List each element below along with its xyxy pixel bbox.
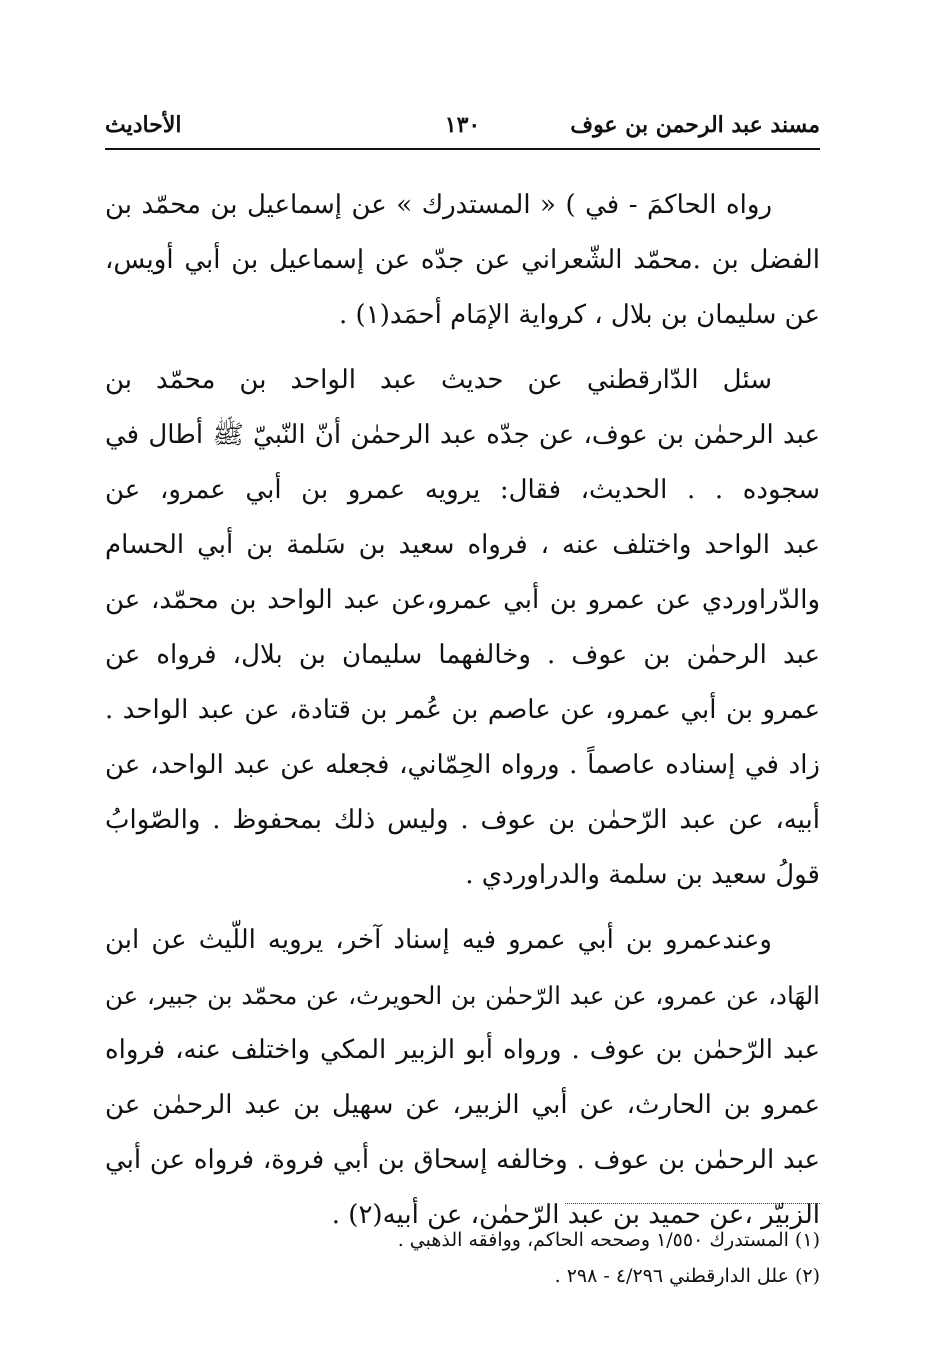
text-line: أبيه، عن عبد الرّحمٰن بن عوف . وليس ذلك بمحفوظ . والصّوابُ	[105, 805, 820, 835]
book-title: مسند عبد الرحمن بن عوف	[570, 112, 820, 138]
text-line: عبد الرحمٰن بن عوف . وخالفهما سليمان بن بلال، فرواه عن	[105, 640, 820, 670]
footnote-separator	[565, 1203, 820, 1204]
text-line: عمرو بن الحارث، عن أبي الزبير، عن سهيل بن عبد الرحمٰن عن	[105, 1090, 820, 1120]
running-header	[105, 112, 820, 150]
text-line: الهَاد، عن عمرو، عن عبد الرّحمٰن بن الحويرث، عن محمّد بن جبير، عن	[105, 981, 820, 1010]
section-title: الأحاديث	[105, 112, 182, 138]
text-line: سئل الدّارقطني عن حديث عبد الواحد بن محمّد بن	[105, 365, 772, 395]
paragraph-2	[105, 353, 820, 903]
text-line: الزبيّر ،عن حميد بن عبد الرّحمٰن، عن أبيه(٢) .	[331, 1200, 820, 1230]
text-line: عبد الرحمٰن بن عوف . وخالفه إسحاق بن أبي فروة، فرواه عن أبي	[105, 1145, 820, 1175]
paragraph-1	[105, 178, 820, 343]
text-line: قولُ سعيد بن سلمة والدراوردي .	[465, 860, 820, 890]
text-line: الفضل بن .محمّد الشّعراني عن جدّه عن إسماعيل بن أبي أويس،	[105, 245, 820, 275]
text-line: والدّراوردي عن عمرو بن أبي عمرو،عن عبد الواحد بن محمّد، عن	[105, 585, 820, 615]
footnote-2: (٢) علل الدارقطني ٤/٢٩٦ - ٢٩٨ .	[554, 1265, 820, 1287]
text-line: عمرو بن أبي عمرو، عن عاصم بن عُمر بن قتادة، عن عبد الواحد .	[105, 695, 820, 725]
text-line: رواه الحاكمَ - في ) « المستدرك » عن إسماعيل بن محمّد بن	[105, 190, 772, 220]
footnote-1: (١) المستدرك ١/٥٥٠ وصححه الحاكم، ووافقه الذهبي .	[397, 1229, 820, 1251]
text-line: عبد الواحد واختلف عنه ، فرواه سعيد بن سَلمة بن أبي الحسام	[105, 530, 820, 560]
text-line: زاد في إسناده عاصماً . ورواه الحِمّاني، فجعله عن عبد الواحد، عن	[105, 750, 820, 780]
footnotes	[105, 1222, 820, 1294]
paragraph-3	[105, 913, 820, 1243]
text-line: وعندعمرو بن أبي عمرو فيه إسناد آخر، يرويه اللّيث عن ابن	[105, 925, 772, 955]
text-line: عبد الرحمٰن بن عوف، عن جدّه عبد الرحمٰن أنّ النّبيّ ﷺ أطال في	[105, 420, 820, 450]
text-line: عبد الرّحمٰن بن عوف . ورواه أبو الزبير المكي واختلف عنه، فرواه	[105, 1035, 820, 1065]
text-line: عن سليمان بن بلال ، كرواية الإمَام أحمَد(١) .	[339, 300, 820, 330]
main-text	[105, 178, 820, 1243]
page-number: ١٣٠	[444, 112, 481, 138]
text-line: سجوده . . الحديث، فقال: يرويه عمرو بن أبي عمرو، عن	[105, 475, 820, 505]
